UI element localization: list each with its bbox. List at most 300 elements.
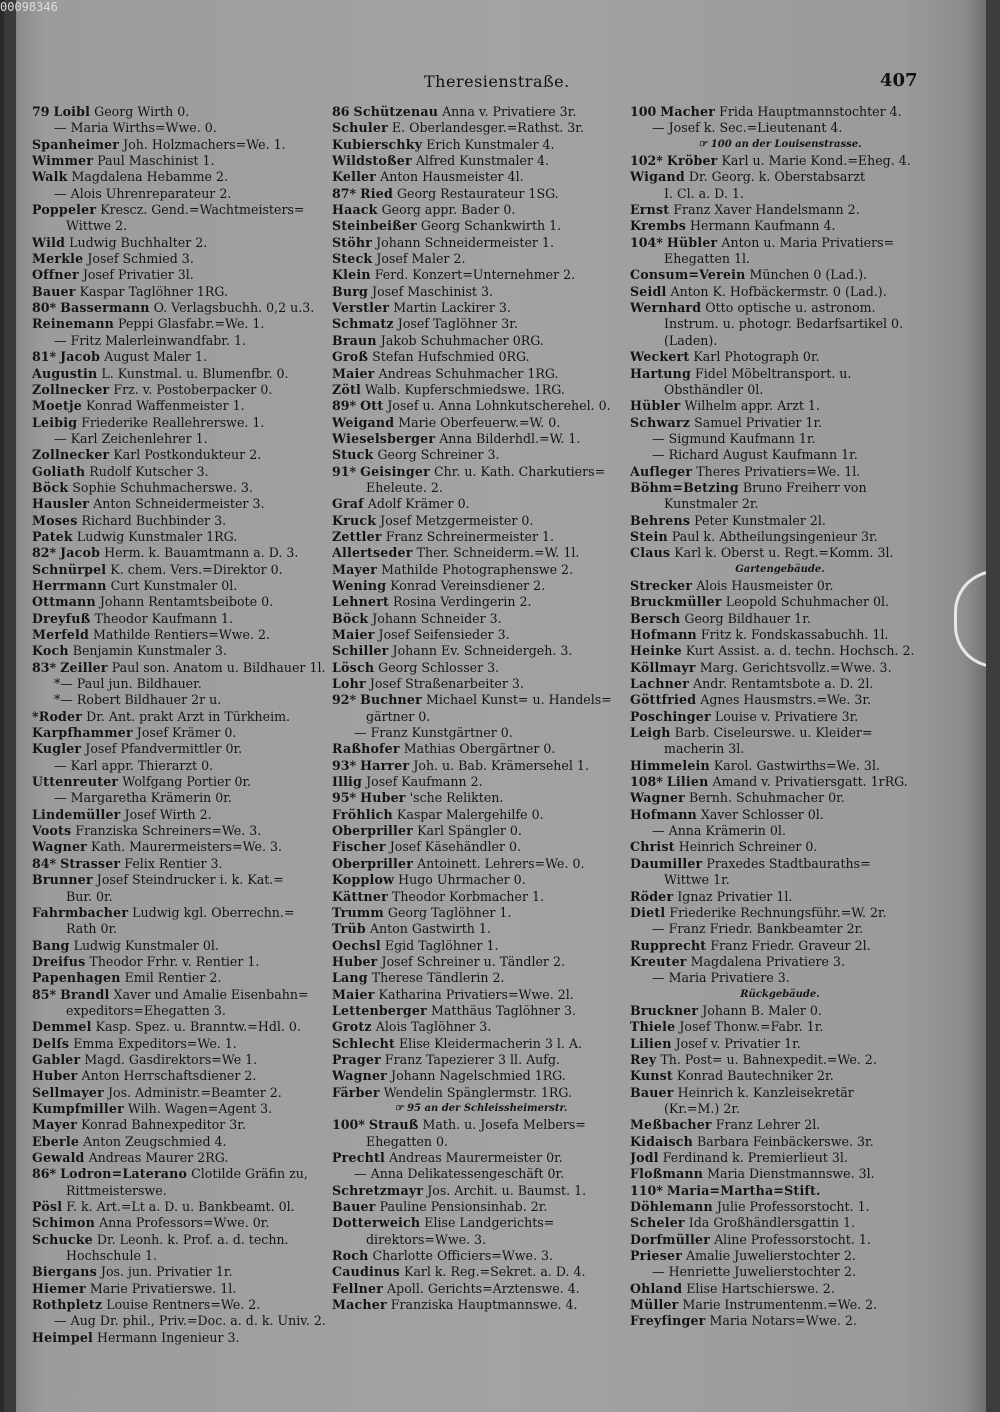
directory-entry <box>630 431 930 447</box>
directory-entry <box>630 594 930 610</box>
surname: Biergans <box>32 1264 97 1280</box>
directory-entry <box>332 562 630 578</box>
entry-details: — Margaretha Krämerin 0r. <box>54 790 232 806</box>
directory-entry <box>630 1134 930 1150</box>
directory-entry <box>32 725 332 741</box>
directory-entry <box>332 578 630 594</box>
directory-entry <box>332 938 630 954</box>
surname: Zötl <box>332 381 361 397</box>
entry-details: Hermann Ingenieur 3. <box>97 1329 240 1345</box>
directory-entry <box>32 970 332 986</box>
entry-details: Felix Rentier 3. <box>124 855 223 871</box>
page-edge-shadow <box>986 0 1000 1412</box>
entry-details: Curt Kunstmaler 0l. <box>110 577 238 593</box>
directory-entry <box>32 1052 332 1068</box>
entry-details: Instrum. u. photogr. Bedarfsartikel 0. <box>664 316 904 332</box>
entry-details: Karl Postkondukteur 2. <box>113 447 262 463</box>
surname: Huber <box>32 1068 78 1084</box>
directory-entry <box>630 1281 930 1297</box>
directory-entry <box>32 594 332 610</box>
entry-details: Josef Maschinist 3. <box>372 283 493 299</box>
entry-details: Karl k. Oberst u. Regt.=Komm. 3l. <box>674 545 894 561</box>
entry-details: Andreas Schuhmacher 1RG. <box>378 365 559 381</box>
directory-entry <box>332 594 630 610</box>
surname: Stein <box>630 528 668 544</box>
surname: Allertseder <box>332 545 413 561</box>
house-number: 83* <box>32 659 57 675</box>
directory-entry <box>32 366 332 382</box>
directory-entry <box>630 366 930 382</box>
entry-details: Wendelin Spänglermstr. 1RG. <box>383 1084 572 1100</box>
surname: Fellner <box>332 1280 384 1296</box>
directory-entry <box>630 300 930 316</box>
surname: Hofmann <box>630 627 697 642</box>
entry-details: Ehegatten 0. <box>366 1133 449 1149</box>
directory-entry <box>630 284 930 300</box>
column-2 <box>332 104 630 1313</box>
entry-details: — Fritz Malerleinwandfabr. 1. <box>54 332 246 348</box>
entry-details: Kasp. Spez. u. Branntw.=Hdl. 0. <box>95 1019 301 1035</box>
directory-entry <box>32 1101 332 1117</box>
directory-entry <box>332 169 630 185</box>
entry-details: Wolfgang Portier 0r. <box>122 774 252 790</box>
entry-details: Josef Pfandvermittler 0r. <box>85 741 243 757</box>
directory-entry <box>32 692 332 708</box>
surname: Burg <box>332 283 369 299</box>
entry-details: Franz Friedr. Graveur 2l. <box>710 937 871 953</box>
entry-details: Anna Professors=Wwe. 0r. <box>99 1215 270 1231</box>
entry-details: Hochschule 1. <box>66 1248 157 1264</box>
surname: Ohland <box>630 1280 683 1296</box>
entry-details: Agnes Hausmstrs.=We. 3r. <box>700 692 872 708</box>
directory-entry <box>630 153 930 169</box>
house-number: 84* <box>32 855 57 871</box>
directory-entry <box>32 1199 332 1215</box>
directory-entry <box>32 676 332 692</box>
entry-details: O. Verlagsbuchh. 0,2 u.3. <box>153 300 315 316</box>
directory-entry <box>630 464 930 480</box>
entry-details: Heinrich Schreiner 0. <box>678 839 818 855</box>
directory-entry <box>630 120 930 136</box>
directory-entry <box>630 545 930 561</box>
entry-details: Aline Professorstocht. 1. <box>714 1231 871 1247</box>
entry-details: Marg. Gerichtsvollz.=Wwe. 3. <box>699 659 892 675</box>
directory-entry <box>32 153 332 169</box>
surname: Bruckner <box>630 1002 699 1018</box>
directory-entry <box>332 153 630 169</box>
directory-entry <box>32 480 332 496</box>
entry-details: Theres Privatiers=We. 1l. <box>696 463 861 479</box>
surname: Loibl <box>53 104 91 119</box>
entry-details: Samuel Privatier 1r. <box>694 414 823 430</box>
directory-entry <box>630 251 930 267</box>
entry-details: Franz Lehrer 2l. <box>715 1117 821 1133</box>
surname: Wernhard <box>630 300 702 316</box>
surname: Oberpriller <box>332 823 414 839</box>
entry-details: Otto optische u. astronom. <box>705 300 876 316</box>
entry-details: Heinrich k. Kanzleisekretär <box>677 1084 854 1100</box>
entry-details: Theodor Korbmacher 1. <box>391 888 545 904</box>
surname: Schmatz <box>332 316 394 332</box>
directory-entry <box>332 1264 630 1280</box>
directory-entry <box>32 1166 332 1182</box>
surname: Graf <box>332 496 364 512</box>
surname: Maier <box>332 986 375 1002</box>
surname: Schwarz <box>630 414 691 430</box>
surname: Ernst <box>630 202 670 218</box>
surname: Kättner <box>332 888 388 904</box>
directory-entry <box>630 382 930 398</box>
directory-entry <box>32 284 332 300</box>
directory-entry <box>332 235 630 251</box>
house-number: 79 <box>32 104 50 119</box>
directory-entry <box>32 1068 332 1084</box>
entry-details: Josef Thonw.=Fabr. 1r. <box>679 1019 824 1035</box>
surname: Kugler <box>32 741 82 757</box>
directory-entry <box>32 218 332 234</box>
directory-entry <box>630 839 930 855</box>
entry-details: Friederike Rechnungsführ.=W. 2r. <box>669 904 887 920</box>
surname: Meßbacher <box>630 1117 712 1133</box>
surname: Seidl <box>630 283 667 299</box>
surname: Oechsl <box>332 937 381 953</box>
entry-details: Egid Taglöhner 1. <box>384 937 499 953</box>
entry-details: Therese Tändlerin 2. <box>371 970 505 986</box>
entry-details: Praxedes Stadtbauraths= <box>706 855 871 871</box>
directory-entry <box>630 235 930 251</box>
entry-details: Frz. v. Postoberpacker 0. <box>113 381 273 397</box>
surname: Himmelein <box>630 757 710 773</box>
entry-details: Ferdinand k. Premierlieut 3l. <box>662 1150 848 1165</box>
surname: Rothpletz <box>32 1297 103 1313</box>
surname: Hübler <box>630 398 681 414</box>
directory-entry <box>630 970 930 986</box>
entry-details: Alfred Kunstmaler 4. <box>415 153 549 169</box>
directory-entry <box>630 905 930 921</box>
entry-details: Anton Schneidermeister 3. <box>93 496 265 512</box>
directory-entry <box>32 496 332 512</box>
directory-entry <box>630 1297 930 1313</box>
surname: Geisinger <box>360 463 430 479</box>
house-number: 95* <box>332 790 357 806</box>
surname: Voots <box>32 823 72 839</box>
house-number: 92* <box>332 692 357 708</box>
house-number: 81* <box>32 349 57 365</box>
directory-entry <box>32 611 332 627</box>
directory-entry <box>332 611 630 627</box>
directory-entry <box>630 1215 930 1231</box>
directory-entry <box>630 611 930 627</box>
surname: Schnürpel <box>32 561 107 577</box>
surname: Zollnecker <box>32 447 110 463</box>
directory-entry <box>332 545 630 561</box>
surname: Hiemer <box>32 1280 86 1296</box>
entry-details: Wilhelm appr. Arzt 1. <box>684 398 820 414</box>
entry-details: Georg Schreiner 3. <box>377 447 500 463</box>
entry-details: Pauline Pensionsinhab. 2r. <box>379 1199 548 1215</box>
entry-details: Chr. u. Kath. Charkutiers= <box>433 463 606 479</box>
directory-entry <box>630 1036 930 1052</box>
entry-details: L. Kunstmal. u. Blumenfbr. 0. <box>101 365 289 381</box>
entry-details: — Franz Friedr. Bankbeamter 2r. <box>652 921 864 937</box>
entry-details: Amalie Juwelierstochter 2. <box>686 1248 856 1264</box>
entry-details: Wilh. Wagen=Agent 3. <box>127 1100 273 1116</box>
directory-entry <box>32 1019 332 1035</box>
entry-details: Josef Metzgermeister 0. <box>380 512 534 528</box>
surname: Maier <box>332 627 375 642</box>
directory-entry <box>630 807 930 823</box>
surname: Moetje <box>32 398 82 414</box>
surname: Harrer <box>360 757 410 773</box>
surname: Pösl <box>32 1199 63 1215</box>
directory-entry <box>630 496 930 512</box>
directory-entry <box>332 839 630 855</box>
directory-entry <box>630 529 930 545</box>
surname: Schimon <box>32 1215 95 1231</box>
entry-details: Konrad Waffenmeister 1. <box>85 398 245 414</box>
entry-details: Joh. u. Bab. Krämersehel 1. <box>413 757 589 773</box>
surname: Grotz <box>332 1019 372 1035</box>
surname: Strasser <box>60 855 121 871</box>
directory-entry <box>332 807 630 823</box>
surname: Moses <box>32 512 78 528</box>
directory-entry <box>332 889 630 905</box>
surname: Macher <box>332 1297 387 1313</box>
entry-details: Andr. Rentamtsbote a. D. 2l. <box>693 676 874 692</box>
surname: Walk <box>32 169 68 185</box>
surname: Sellmayer <box>32 1084 104 1100</box>
directory-entry <box>332 758 630 774</box>
directory-entry <box>32 349 332 365</box>
surname: Reinemann <box>32 316 115 332</box>
surname: Maria=Martha=Stift. <box>666 1182 821 1198</box>
surname: Wagner <box>630 790 686 806</box>
entry-details: Franz Tapezierer 3 ll. Aufg. <box>384 1051 561 1067</box>
house-number: 86 <box>332 104 350 119</box>
surname: Zeiller <box>60 659 108 675</box>
directory-entry <box>630 938 930 954</box>
entry-details: Eheleute. 2. <box>366 479 443 495</box>
directory-entry <box>630 1003 930 1019</box>
directory-entry <box>332 333 630 349</box>
entry-details: Charlotte Officiers=Wwe. 3. <box>372 1248 554 1264</box>
directory-entry <box>32 1330 332 1346</box>
entry-details: Sophie Schuhmacherswe. 3. <box>72 479 253 495</box>
entry-details: Th. Post= u. Bahnexpedit.=We. 2. <box>660 1051 877 1067</box>
directory-entry <box>32 807 332 823</box>
directory-entry <box>630 774 930 790</box>
surname: Karpfhammer <box>32 725 133 741</box>
directory-entry <box>32 889 332 905</box>
surname: Groß <box>332 349 369 365</box>
surname: Färber <box>332 1084 380 1100</box>
entry-details: I. Cl. a. D. 1. <box>664 185 744 201</box>
surname: Kumpfmiller <box>32 1100 124 1116</box>
entry-details: — Henriette Juwelierstochter 2. <box>652 1264 856 1280</box>
directory-entry <box>332 1183 630 1199</box>
entry-details: Johann Schneidermeister 1. <box>376 234 554 250</box>
directory-entry <box>332 316 630 332</box>
entry-details: Ludwig Kunstmaler 1RG. <box>76 528 238 544</box>
surname: Lang <box>332 970 368 986</box>
surname: Koch <box>32 643 69 659</box>
surname: Behrens <box>630 512 691 528</box>
directory-entry <box>630 856 930 872</box>
entry-details: Obsthändler 0l. <box>664 381 764 397</box>
directory-entry <box>332 480 630 496</box>
directory-entry <box>332 415 630 431</box>
directory-entry <box>630 349 930 365</box>
surname: Buchner <box>360 692 422 708</box>
surname: Zollnecker <box>32 381 110 397</box>
entry-details: Andreas Maurermeister 0r. <box>388 1150 563 1165</box>
entry-details: Antoinett. Lehrers=We. 0. <box>417 855 585 871</box>
surname: Wild <box>32 234 66 250</box>
entry-details: Franziska Schreiners=We. 3. <box>75 823 262 839</box>
directory-entry <box>332 464 630 480</box>
surname: Jodl <box>630 1150 659 1165</box>
surname: Döhlemann <box>630 1199 713 1215</box>
surname: Christ <box>630 839 675 855</box>
surname: Lilien <box>666 774 709 790</box>
entry-details: Franz Xaver Handelsmann 2. <box>673 202 860 218</box>
entry-details: Anton Herrschaftsdiener 2. <box>81 1068 257 1084</box>
entry-details: Anton Gastwirth 1. <box>369 921 491 937</box>
entry-details: Mathilde Rentiers=Wwe. 2. <box>93 627 270 642</box>
entry-details: — Franz Kunstgärtner 0. <box>354 725 513 741</box>
entry-details: Adolf Krämer 0. <box>367 496 470 512</box>
directory-entry <box>332 790 630 806</box>
surname: Krembs <box>630 218 687 234</box>
directory-entry <box>332 774 630 790</box>
entry-details: Ignaz Privatier 1l. <box>677 888 793 904</box>
entry-details: Rudolf Kutscher 3. <box>89 463 209 479</box>
directory-entry <box>630 921 930 937</box>
entry-details: Amand v. Privatiersgatt. 1rRG. <box>712 774 908 790</box>
surname: Schlecht <box>332 1035 395 1051</box>
entry-details: Franz Schreinermeister 1. <box>385 528 555 544</box>
entry-details: Johann Rentamtsbeibote 0. <box>99 594 274 610</box>
house-number: 102* <box>630 153 663 169</box>
surname: Fröhlich <box>332 806 393 822</box>
entry-details: Peter Kunstmaler 2l. <box>694 512 826 528</box>
directory-entry <box>332 1019 630 1035</box>
house-number: 93* <box>332 757 357 773</box>
surname: Kröber <box>666 153 718 169</box>
entry-details: Joh. Holzmachers=We. 1. <box>123 136 286 152</box>
directory-entry <box>32 954 332 970</box>
entry-details: Magdalena Hebamme 2. <box>71 169 229 185</box>
entry-details: Kurt Assist. a. d. techn. Hochsch. 2. <box>685 643 915 659</box>
surname: Haack <box>332 202 378 218</box>
directory-entry <box>630 398 930 414</box>
entry-details: München 0 (Lad.). <box>749 267 868 283</box>
column-3 <box>630 104 930 1330</box>
entry-details: Konrad Bautechniker 2r. <box>676 1068 834 1084</box>
surname: Hofmann <box>630 806 697 822</box>
directory-entry <box>630 333 930 349</box>
directory-entry <box>630 1019 930 1035</box>
surname: Poppeler <box>32 202 97 218</box>
surname: Bruckmüller <box>630 594 722 610</box>
page-header-street: Theresienstraße. <box>424 72 570 91</box>
directory-entry <box>32 1085 332 1101</box>
surname: Leigh <box>630 725 671 741</box>
entry-details: Paul son. Anatom u. Bildhauer 1l. <box>111 659 326 675</box>
surname: Merfeld <box>32 627 90 642</box>
directory-entry <box>32 169 332 185</box>
entry-details: Josef Käsehändler 0. <box>389 839 522 855</box>
entry-details: Konrad Vereinsdiener 2. <box>390 577 546 593</box>
surname: Gewald <box>32 1150 85 1165</box>
directory-entry <box>332 366 630 382</box>
surname: Roch <box>332 1248 369 1264</box>
entry-details: Ther. Schneiderm.=W. 1l. <box>416 545 580 561</box>
surname: Wimmer <box>32 153 94 169</box>
directory-entry <box>32 1134 332 1150</box>
surname: Verstler <box>332 300 390 316</box>
surname: Eberle <box>32 1133 80 1149</box>
entry-details: Kaspar Malergehilfe 0. <box>396 806 544 822</box>
surname: Oberpriller <box>332 855 414 871</box>
surname: Röder <box>630 888 674 904</box>
house-number: 100* <box>332 1117 365 1133</box>
directory-entry <box>630 1248 930 1264</box>
house-number: 85* <box>32 986 57 1002</box>
directory-entry <box>630 889 930 905</box>
directory-entry <box>332 398 630 414</box>
directory-entry <box>32 643 332 659</box>
entry-details: Paul Maschinist 1. <box>97 153 215 169</box>
directory-entry <box>630 1117 930 1133</box>
surname: Raßhofer <box>332 741 400 757</box>
entry-details: Josef Straßenarbeiter 3. <box>369 676 524 692</box>
directory-entry <box>332 137 630 153</box>
directory-entry <box>332 725 630 741</box>
entry-details: Herm. k. Bauamtmann a. D. 3. <box>104 545 299 561</box>
entry-details: Josef Kaufmann 2. <box>366 774 483 790</box>
page-number: 407 <box>880 70 918 91</box>
entry-details: Georg Restaurateur 1SG. <box>397 185 559 201</box>
entry-details: — Maria Privatiere 3. <box>652 970 790 986</box>
entry-details: 'sche Relikten. <box>409 790 504 806</box>
directory-entry <box>332 284 630 300</box>
entry-details: Paul k. Abtheilungsingenieur 3r. <box>671 528 878 544</box>
directory-entry <box>32 1150 332 1166</box>
directory-entry <box>630 218 930 234</box>
entry-details: Josef u. Anna Lohnkutscherehel. 0. <box>387 398 611 414</box>
entry-details: Karl Spängler 0. <box>417 823 522 839</box>
entry-details: Krescz. Gend.=Wachtmeisters= <box>100 202 305 218</box>
directory-entry <box>332 627 630 643</box>
entry-details: E. Oberlandesger.=Rathst. 3r. <box>391 120 584 136</box>
directory-entry <box>630 790 930 806</box>
directory-entry <box>630 578 930 594</box>
entry-details: Jos. jun. Privatier 1r. <box>100 1264 233 1280</box>
surname: Papenhagen <box>32 970 121 986</box>
surname: Brunner <box>32 872 93 888</box>
surname: Aufleger <box>630 463 693 479</box>
entry-details: — Josef k. Sec.=Lieutenant 4. <box>652 120 843 136</box>
entry-details: Anton Zeugschmied 4. <box>83 1133 227 1149</box>
directory-entry <box>332 202 630 218</box>
house-number: 86* <box>32 1166 57 1182</box>
entry-details: direktors=Wwe. 3. <box>366 1231 487 1247</box>
surname: Heinke <box>630 643 682 659</box>
surname: Scheler <box>630 1215 685 1231</box>
directory-entry <box>630 741 930 757</box>
surname: Schiller <box>332 643 389 659</box>
